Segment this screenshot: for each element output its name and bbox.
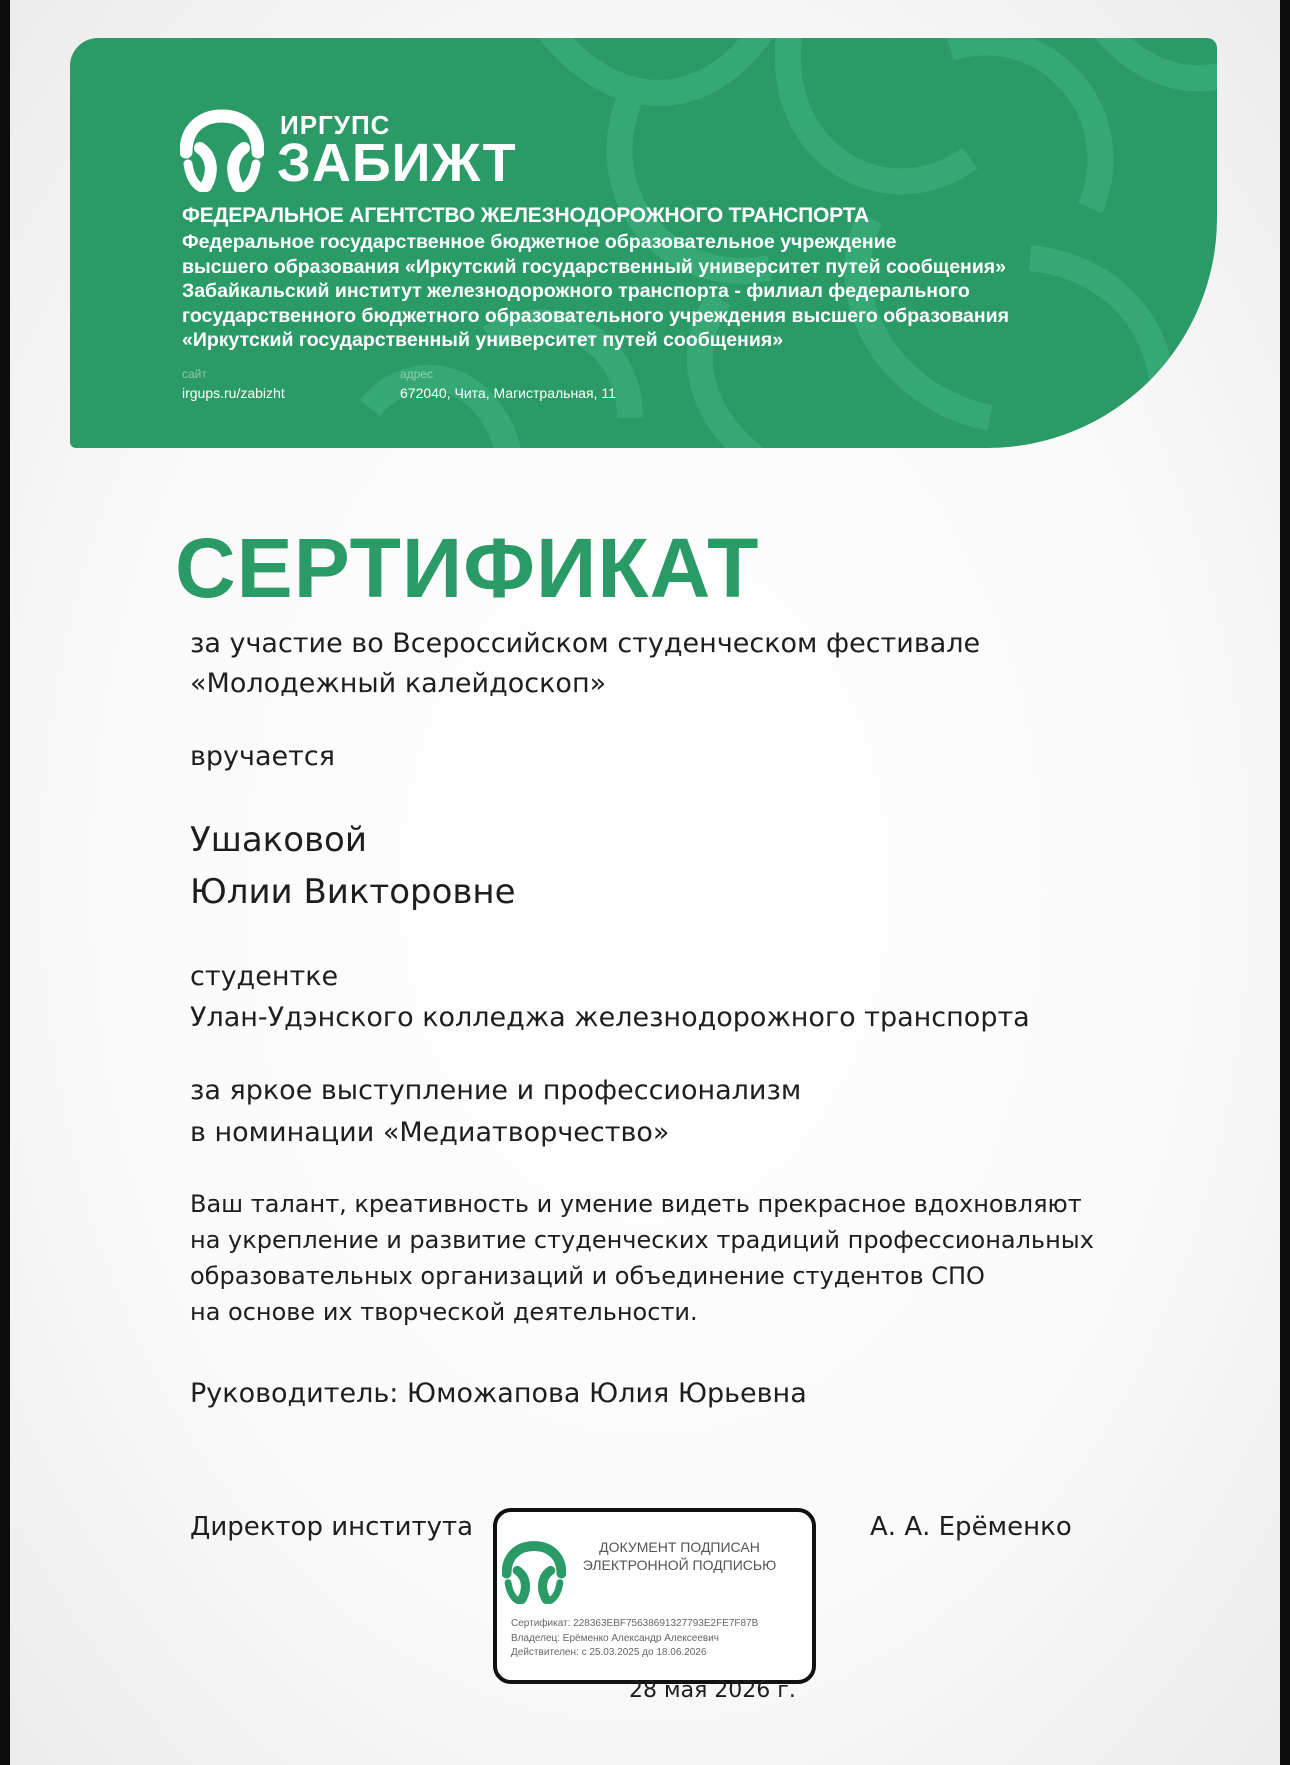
institution-description [182, 230, 1142, 353]
signature-heading-line: ЭЛЕКТРОННОЙ ПОДПИСЬЮ [582, 1557, 777, 1573]
director-name: А. А. Ерёменко [870, 1512, 1072, 1542]
participation-line: за участие во Всероссийском студенческом фестивале [190, 628, 981, 659]
reason-line: за яркое выступление и профессионализм [190, 1075, 802, 1106]
electronic-signature-stamp [493, 1508, 816, 1684]
message-line: на основе их творческой деятельности. [190, 1298, 698, 1326]
irgups-logo-icon [180, 108, 264, 192]
certificate-page [10, 0, 1280, 1765]
institution-line: Забайкальский институт железнодорожного транспорта - филиал федерального [182, 280, 970, 302]
institution-line: Федеральное государственное бюджетное образовательное учреждение [182, 231, 897, 253]
brand-big-text: ЗАБИЖТ [277, 133, 517, 193]
site-link[interactable]: irgups.ru/zabizht [182, 385, 285, 401]
role-label: студентке [190, 961, 339, 992]
awarded-label: вручается [190, 741, 335, 772]
address-value: 672040, Чита, Магистральная, 11 [400, 385, 616, 401]
issue-date: 28 мая 2026 г. [629, 1678, 796, 1703]
institution-line: государственного бюджетного образовательного учреждения высшего образования [182, 304, 1010, 327]
supervisor-line: Руководитель: Юможапова Юлия Юрьевна [190, 1378, 807, 1409]
signature-validity: Действителен: с 25.03.2025 до 18.06.2026 [511, 1647, 707, 1658]
institution-line: «Иркутский государственный университет путей сообщения» [182, 329, 784, 351]
institution-line: высшего образования «Иркутский государственный университет путей сообщения» [182, 255, 1007, 278]
festival-name: «Молодежный калейдоскоп» [190, 668, 607, 699]
director-label: Директор института [190, 1512, 474, 1542]
message-line: Ваш талант, креативность и умение видеть прекрасное вдохновляют [190, 1190, 1082, 1218]
message-line: на укрепление и развитие студенческих традиций профессиональных [190, 1226, 1094, 1254]
address-label: адрес [400, 367, 434, 381]
certificate-title: СЕРТИФИКАТ [175, 521, 760, 615]
message-line: образовательных организаций и объединение студентов СПО [190, 1262, 985, 1290]
signature-heading-line: ДОКУМЕНТ ПОДПИСАН [599, 1539, 760, 1555]
agency-title: ФЕДЕРАЛЬНОЕ АГЕНТСТВО ЖЕЛЕЗНОДОРОЖНОГО ТРАНСПОРТА [182, 204, 869, 227]
message-text [190, 1186, 1094, 1330]
irgups-logo-icon [502, 1540, 566, 1604]
college-name: Улан-Удэнского колледжа железнодорожного транспорта [190, 1002, 1030, 1033]
signature-details [511, 1617, 758, 1661]
recipient-surname: Ушаковой [190, 820, 367, 860]
nomination-line: в номинации «Медиатворчество» [190, 1117, 670, 1148]
signature-heading [572, 1538, 787, 1574]
site-label: сайт [182, 367, 207, 381]
recipient-given-name: Юлии Викторовне [190, 872, 516, 912]
header-banner [70, 38, 1217, 448]
signature-owner: Владелец: Ерёменко Александр Алексеевич [511, 1632, 719, 1644]
brand-small-text: ИРГУПС [280, 110, 391, 140]
signature-certificate-id: Сертификат: 228363EBF75638691327793E2FE7F87B [511, 1618, 759, 1629]
